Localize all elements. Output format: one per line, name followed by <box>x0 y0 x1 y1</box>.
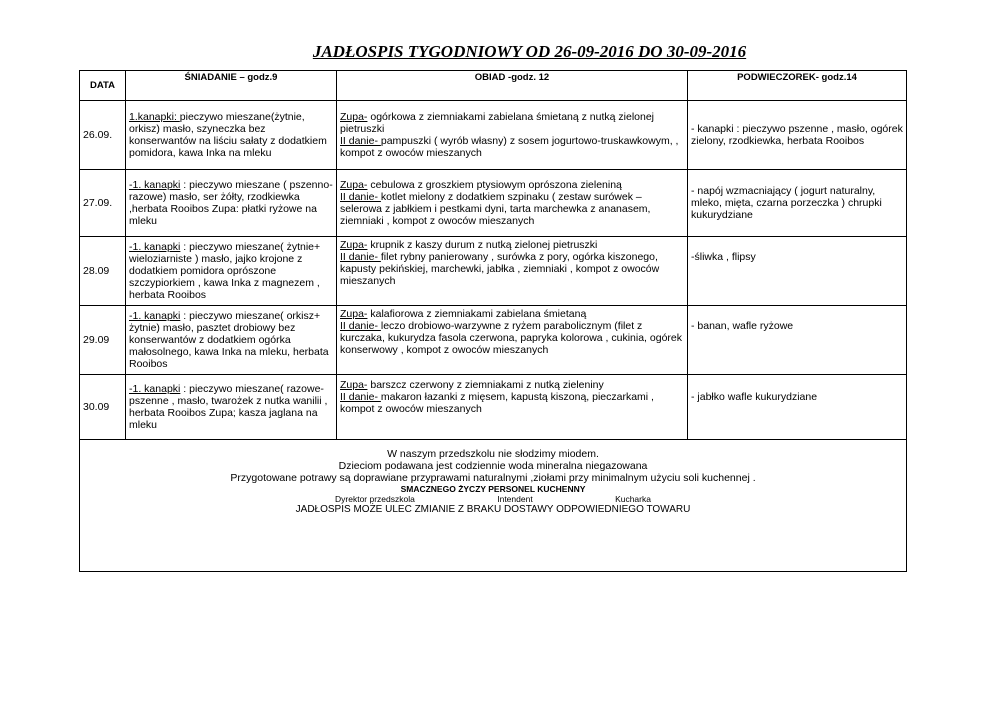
signature-cook: Kucharka <box>615 494 651 504</box>
lunch-cell <box>337 375 688 440</box>
breakfast-label: 1.kanapki: <box>129 111 180 123</box>
header-lunch: OBIAD -godz. 12 <box>337 71 688 101</box>
snack-cell: -śliwka , flipsy <box>688 237 907 306</box>
footer-line-3: Przygotowane potrawy są doprawiane przyprawami naturalnymi ,ziołami przy minimalnym użyciu soli kuchennej . <box>230 472 756 484</box>
header-snack: PODWIECZOREK- godz.14 <box>688 71 907 101</box>
signatures <box>83 494 903 504</box>
lunch-cell <box>337 306 688 375</box>
main-label: II danie- <box>340 251 381 263</box>
date-cell: 26.09. <box>80 101 126 170</box>
snack-cell: - napój wzmacniający ( jogurt naturalny, mleko, mięta, czarna porzeczka ) chrupki kukurydziane <box>688 170 907 237</box>
date-cell: 28.09 <box>80 237 126 306</box>
soup-text: ogórkowa z ziemniakami zabielana śmietaną z nutką zielonej pietruszki <box>340 111 655 135</box>
soup-label: Zupa- <box>340 111 368 123</box>
soup-label: Zupa- <box>340 239 368 251</box>
breakfast-cell <box>126 237 337 306</box>
table-row <box>80 101 907 170</box>
soup-text: krupnik z kaszy durum z nutką zielonej pietruszki <box>367 239 598 251</box>
main-text: pampuszki ( wyrób własny) z sosem jogurtowo-truskawkowym, , kompot z owoców mieszanych <box>340 135 679 159</box>
main-text: makaron łazanki z mięsem, kapustą kiszoną, pieczarkami , kompot z owoców mieszanych <box>340 391 654 415</box>
main-text: kotlet mielony z dodatkiem szpinaku ( zestaw surówek – selerowa z jabłkiem i pestkami dyni, tarta marchewka z ananasem, ziemniaki , kompot z owoców mieszanych <box>340 191 651 227</box>
breakfast-text: : pieczywo mieszane ( pszenno-razowe) masło, ser żółty, rzodkiewka ,herbata Rooibos Zupa: płatki ryżowe na mleku <box>129 179 333 227</box>
menu-table <box>79 70 907 572</box>
snack-cell: - kanapki : pieczywo pszenne , masło, ogórek zielony, rzodkiewka, herbata Rooibos <box>688 101 907 170</box>
breakfast-label: -1. kanapki <box>129 241 181 253</box>
main-label: II danie- <box>340 391 381 403</box>
table-row <box>80 375 907 440</box>
table-row <box>80 306 907 375</box>
date-cell: 30.09 <box>80 375 126 440</box>
soup-text: kalafiorowa z ziemniakami zabielana śmietaną <box>367 308 587 320</box>
header-breakfast: ŚNIADANIE – godz.9 <box>126 71 337 101</box>
table-row <box>80 170 907 237</box>
main-text: filet rybny panierowany , surówka z pory, ogórka kiszonego, kapusty pekińskiej, marchewki, jabłka , ziemniaki , kompot z owoców mieszanych <box>340 251 660 287</box>
menu-title: JADŁOSPIS TYGODNIOWY OD 26-09-2016 DO 30-09-2016 <box>312 42 747 61</box>
footer-line-2: Dzieciom podawana jest codziennie woda mineralna niegazowana <box>338 460 648 472</box>
main-label: II danie- <box>340 135 381 147</box>
footer-line-6: JADŁOSPIS MOŻE ULEC ZMIANIE Z BRAKU DOSTAWY ODPOWIEDNIEGO TOWARU <box>295 504 691 515</box>
breakfast-text: pieczywo mieszane(żytnie, orkisz) masło, szyneczka bez konserwantów na liściu sałaty z dodatkiem pomidora, kawa Inka na mleku <box>129 111 327 159</box>
date-cell: 27.09. <box>80 170 126 237</box>
header-row <box>80 71 907 101</box>
breakfast-cell <box>126 375 337 440</box>
signature-intendent: Intendent <box>497 494 533 504</box>
breakfast-label: -1. kanapki <box>129 310 181 322</box>
lunch-cell <box>337 101 688 170</box>
breakfast-label: -1. kanapki <box>129 383 181 395</box>
soup-text: cebulowa z groszkiem ptysiowym oprószona zieleniną <box>367 179 622 191</box>
footer-cell <box>80 440 907 572</box>
signature-director: Dyrektor przedszkola <box>335 494 415 504</box>
main-label: II danie- <box>340 320 381 332</box>
soup-text: barszcz czerwony z ziemniakami z nutką zieleniny <box>367 379 604 391</box>
soup-label: Zupa- <box>340 308 368 320</box>
breakfast-text: : pieczywo mieszane( razowe- pszenne , masło, twarożek z nutka wanilii , herbata Rooibos Zupa; kasza jaglana na mleku <box>129 383 328 431</box>
breakfast-text: : pieczywo mieszane( orkisz+ żytnie) masło, pasztet drobiowy bez konserwantów z dodatkiem ogórka małosolnego, kawa Inka na mleku, herbata Rooibos <box>129 310 329 370</box>
lunch-cell <box>337 170 688 237</box>
breakfast-cell <box>126 306 337 375</box>
soup-label: Zupa- <box>340 379 368 391</box>
breakfast-cell <box>126 101 337 170</box>
header-date: DATA <box>80 71 126 101</box>
breakfast-cell <box>126 170 337 237</box>
main-label: II danie- <box>340 191 381 203</box>
lunch-cell <box>337 237 688 306</box>
footer-line-4: SMACZNEGO ŻYCZY PERSONEL KUCHENNY <box>400 484 586 494</box>
table-row <box>80 237 907 306</box>
breakfast-label: -1. kanapki <box>129 179 181 191</box>
soup-label: Zupa- <box>340 179 368 191</box>
footer-row <box>80 440 907 572</box>
date-cell: 29.09 <box>80 306 126 375</box>
footer-line-1: W naszym przedszkolu nie słodzimy miodem. <box>387 448 599 460</box>
snack-cell: - jabłko wafle kukurydziane <box>688 375 907 440</box>
breakfast-text: : pieczywo mieszane( żytnie+ wieloziarniste ) masło, jajko krojone z dodatkiem pomidora oprószone szczypiorkiem , kawa Inka z magnezem , herbata Rooibos <box>129 241 321 301</box>
snack-cell: - banan, wafle ryżowe <box>688 306 907 375</box>
main-text: leczo drobiowo-warzywne z ryżem parabolicznym (filet z kurczaka, kukurydza fasola czerwona, papryka kolorowa , cukinia, ogórek konserwowy , kompot z owoców mieszanych <box>340 320 682 356</box>
